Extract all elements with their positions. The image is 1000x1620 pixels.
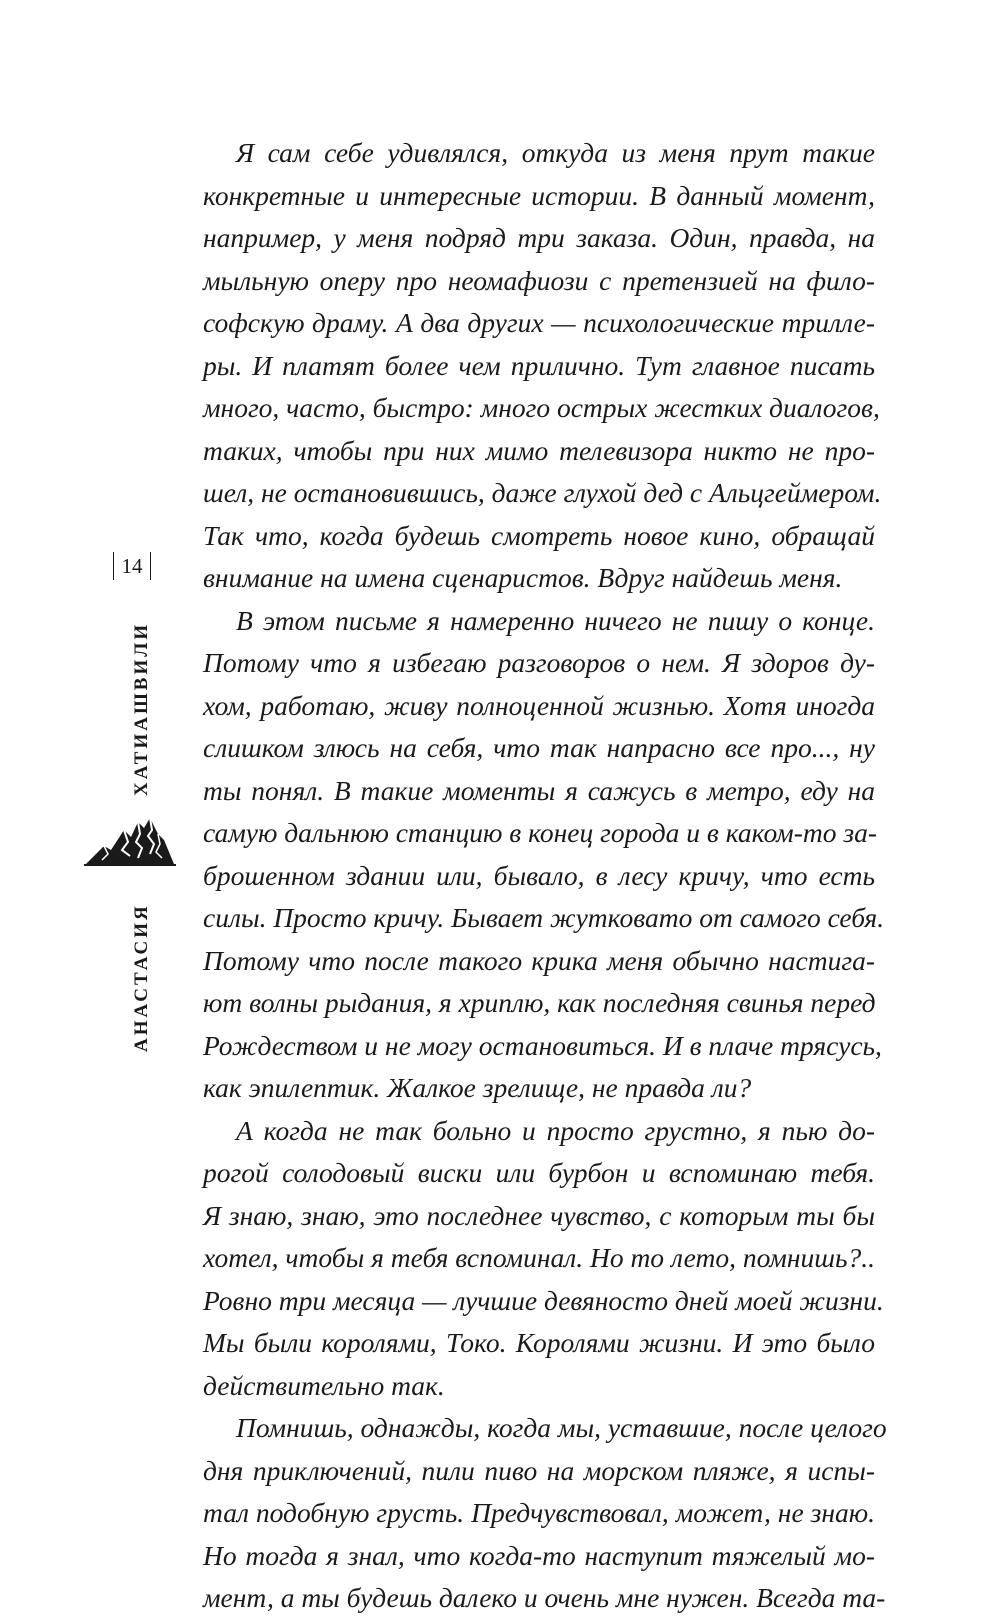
text-line: самую дальнюю станцию в конец города и в каком-то за- bbox=[203, 817, 878, 848]
text-line: Мы были королями, Токо. Королями жизни. И это было bbox=[203, 1327, 875, 1358]
text-line: действительно так. bbox=[203, 1369, 445, 1401]
text-line: хом, работаю, живу полноценной жизнью. Хотя иногда bbox=[203, 689, 875, 721]
text-line: слишком злюсь на себя, что так напрасно все про..., ну bbox=[203, 732, 875, 763]
text-line: например, у меня подряд три заказа. Один, правда, на bbox=[203, 222, 875, 253]
text-line: дня приключений, пили пиво на морском пляже, я испы- bbox=[203, 1454, 875, 1486]
text-line: много, часто, быстро: много острых жестких диалогов, bbox=[203, 392, 880, 423]
paragraph-3 bbox=[203, 1110, 884, 1408]
author-firstname bbox=[132, 870, 151, 1052]
text-line: Рождеством и не могу остановиться. И в плаче трясусь, bbox=[203, 1029, 882, 1061]
body-text bbox=[203, 132, 887, 1620]
text-line: софскую драму. А два других — психологические трилле- bbox=[203, 307, 875, 338]
text-line: Я сам себе удивлялся, откуда из меня прут такие bbox=[236, 137, 875, 168]
text-line: конкретные и интересные истории. В данный момент, bbox=[203, 179, 875, 211]
paragraph-2 bbox=[203, 600, 885, 1110]
text-line: Потому что я избегаю разговоров о нем. Я здоров ду- bbox=[203, 647, 875, 678]
text-line: шел, не остановившись, даже глухой дед с Альцгеймером. bbox=[203, 477, 882, 508]
text-line: ры. И платят более чем прилично. Тут главное писать bbox=[203, 349, 875, 381]
text-line: хотел, чтобы я тебя вспоминал. Но то лето, помнишь?.. bbox=[203, 1242, 875, 1273]
paragraph-1 bbox=[203, 132, 882, 600]
text-line: таких, чтобы при них мимо телевизора никто не про- bbox=[203, 434, 875, 466]
text-line: как эпилептик. Жалкое зрелище, не правда ли? bbox=[203, 1072, 752, 1103]
text-line: ты понял. В такие моменты я сажусь в метро, еду на bbox=[203, 774, 875, 806]
text-line: Я знаю, знаю, это последнее чувство, с которым ты бы bbox=[203, 1199, 875, 1231]
text-line: Так что, когда будешь смотреть новое кино, обращай bbox=[203, 519, 875, 551]
text-line: В этом письме я намеренно ничего не пишу о конце. bbox=[236, 604, 875, 636]
text-line: мыльную оперу про неомафиози с претензией на фило- bbox=[203, 264, 875, 296]
page-number: 14 bbox=[113, 550, 151, 582]
paragraph-4 bbox=[203, 1407, 887, 1620]
text-line: брошенном здании или, бывало, в лесу кричу, что есть bbox=[203, 859, 875, 891]
text-line: силы. Просто кричу. Бывает жутковато от самого себя. bbox=[203, 902, 885, 933]
text-line: Ровно три месяца — лучшие девяносто дней моей жизни. bbox=[203, 1284, 884, 1316]
text-line: Но тогда я знал, что когда-то наступит тяжелый мо- bbox=[203, 1539, 875, 1571]
author-firstname-text: АНАСТАСИЯ bbox=[131, 903, 152, 1052]
text-line: внимание на имена сценаристов. Вдруг найдешь меня. bbox=[203, 562, 843, 593]
mountain-icon bbox=[84, 800, 176, 868]
text-line: Помнишь, однажды, когда мы, уставшие, после целого bbox=[236, 1412, 887, 1443]
text-line: тал подобную грусть. Предчувствовал, может, не знаю. bbox=[203, 1497, 875, 1528]
text-line: Потому что после такого крика меня обычно настига- bbox=[203, 944, 875, 976]
text-line: ют волны рыдания, я хриплю, как последняя свинья перед bbox=[203, 987, 876, 1018]
author-surname bbox=[132, 620, 151, 796]
text-line: А когда не так больно и просто грустно, я пью до- bbox=[236, 1114, 875, 1146]
author-surname-text: ХАТИАШВИЛИ bbox=[131, 621, 152, 796]
text-line: мент, а ты будешь далеко и очень мне нужен. Всегда та- bbox=[203, 1582, 886, 1613]
text-line: рогой солодовый виски или бурбон и вспоминаю тебя. bbox=[203, 1157, 875, 1188]
